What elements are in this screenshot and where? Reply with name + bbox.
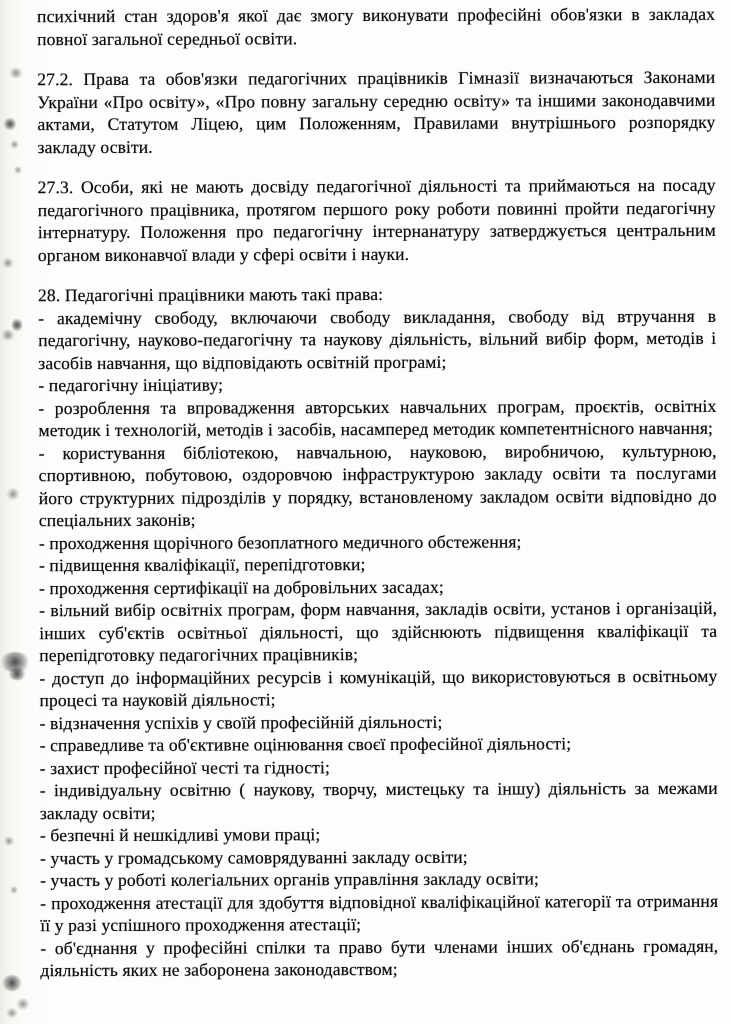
rights-item-fair-evaluation: - справедливе та об'єктивне оцінювання своєї професійної діяльності; bbox=[39, 733, 572, 756]
rights-item-infrastructure-use: - користування бібліотекою, навчальною, науковою, виробничою, культурною, спортивною, побутовою, оздоровчою інфраструктурою закладу освіти та послугами його структурних підрозділів у порядку, встановленому закладом освіти відповідно до спеціальних законів; bbox=[38, 440, 717, 531]
scan-noise-speck bbox=[12, 318, 22, 332]
scan-noise-blotch bbox=[0, 652, 30, 672]
scan-noise-blotch bbox=[2, 975, 22, 991]
scan-noise-speck bbox=[2, 258, 14, 268]
scan-noise-speck bbox=[4, 118, 16, 130]
rights-item-trade-unions: - об'єднання у професійні спілки та право бути членами інших об'єднань громадян, діяльність яких не заборонена законодавством; bbox=[40, 935, 719, 981]
rights-item-safe-conditions: - безпечні й нешкідливі умови праці; bbox=[39, 824, 321, 846]
scan-noise-speck bbox=[0, 330, 16, 340]
rights-item-attestation: - проходження атестації для здобуття відповідної кваліфікаційної категорії та отримання її у разі успішного проходження атестації; bbox=[40, 890, 719, 936]
scan-noise-blotch bbox=[8, 668, 26, 680]
document-text-block bbox=[37, 3, 718, 982]
paragraph-continuation: психічний стан здоров'я якої дає змогу виконувати професійні обов'язки в закладах повної загальної середньої освіти. bbox=[37, 3, 716, 49]
rights-item-information-access: - доступ до інформаційних ресурсів і комунікацій, що використовуються в освітньому процесі та науковій діяльності; bbox=[39, 665, 718, 711]
scan-noise-speck bbox=[10, 886, 18, 894]
rights-item-pedagogical-initiative: - педагогічну ініціативу; bbox=[38, 374, 224, 396]
clause-28-heading: 28. Педагогічні працівники мають такі права: bbox=[37, 283, 384, 306]
scan-noise-speck bbox=[16, 998, 30, 1010]
rights-item-author-programs: - розроблення та впровадження авторських навчальних програм, проєктів, освітніх методик і технологій, методів і засобів, насамперед методик компетентнісного навчання; bbox=[38, 395, 717, 441]
rights-item-self-governance: - участь у громадському самоврядуванні закладу освіти; bbox=[39, 846, 468, 868]
rights-item-academic-freedom: - академічну свободу, включаючи свободу викладання, свободу від втручання в педагогічну, науково-педагогічну та наукову діяльність, вільний вибір форм, методів і засобів навчання, що відповідають освітній програмі; bbox=[38, 305, 717, 373]
rights-item-medical-examination: - проходження щорічного безоплатного медичного обстеження; bbox=[38, 530, 522, 553]
scan-noise-speck bbox=[10, 140, 19, 149]
rights-item-certification: - проходження сертифікації на добровільних засадах; bbox=[39, 576, 444, 598]
scan-noise-speck bbox=[6, 488, 20, 500]
rights-item-collegial-bodies: - участь у роботі колегіальних органів управління закладу освіти; bbox=[40, 868, 539, 891]
scan-noise-speck bbox=[8, 68, 24, 78]
scan-noise-speck bbox=[6, 1008, 18, 1018]
clause-27-3: 27.3. Особи, які не мають досвіду педагогічної діяльності та приймаються на посаду педагогічного працівника, протягом першого року роботи повинні пройти педагогічну інтернатуру. Положення про педагогічну інтернанатуру затверджується центральним органом виконавчої влади у сфері освіти і науки. bbox=[37, 174, 716, 265]
clause-27-2: 27.2. Права та обов'язки педагогічних працівників Гімназії визначаються Законами України «Про освіту», «Про повну загальну середню освіту» та іншими законодавчими актами, Статутом Ліцею, цим Положенням, Правилами внутрішнього розпорядку закладу освіти. bbox=[37, 66, 716, 157]
rights-item-individual-activity: - індивідуальну освітню ( наукову, творчу, мистецьку та іншу) діяльність за межами закладу освіти; bbox=[39, 777, 718, 823]
rights-item-honor-protection: - захист професійної честі та гідності; bbox=[39, 756, 330, 778]
scan-noise-speck bbox=[14, 166, 22, 174]
rights-item-qualification-upgrade: - підвищення кваліфікації, перепідготовки; bbox=[38, 554, 366, 576]
scan-noise-speck bbox=[4, 836, 14, 846]
rights-item-recognition: - відзначення успіхів у своїй професійній діяльності; bbox=[39, 711, 443, 733]
rights-item-free-choice-programs: - вільний вибір освітніх програм, форм навчання, закладів освіти, установ і організацій, інших суб'єктів освітньої діяльності, що здійснюють підвищення кваліфікації та перепідготовку педагогічних працівників; bbox=[39, 597, 718, 666]
